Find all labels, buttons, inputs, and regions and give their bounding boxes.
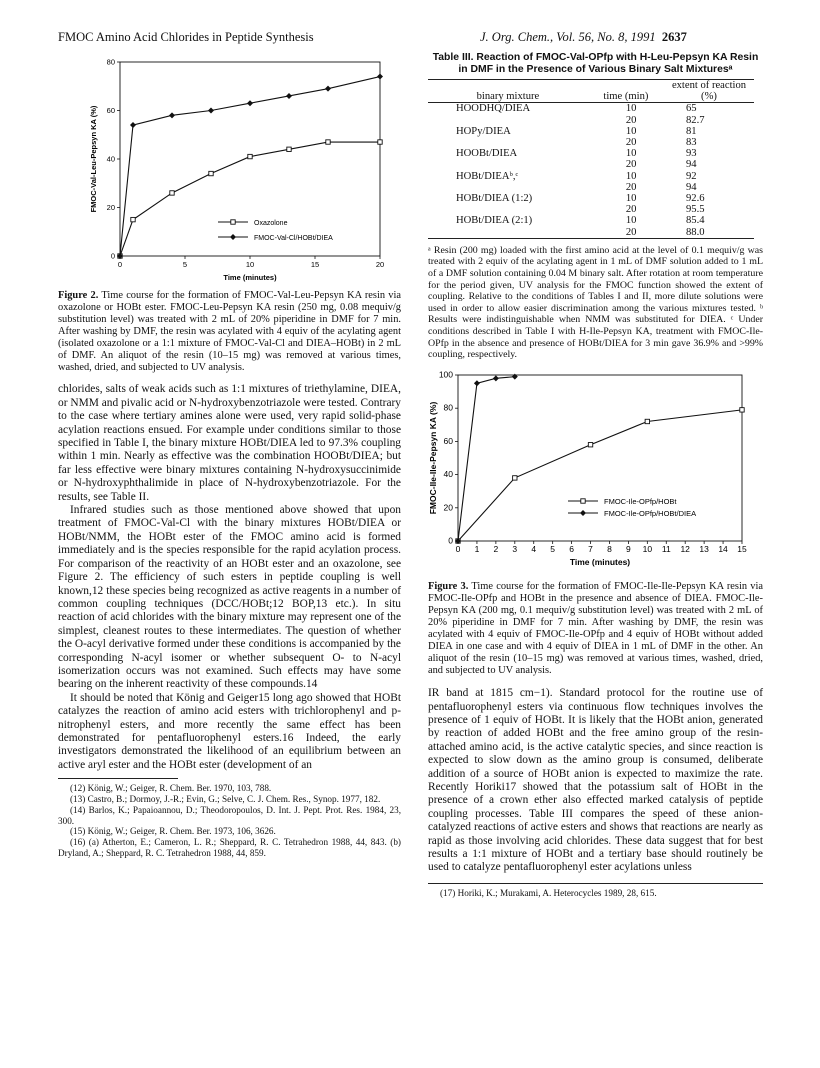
data-point bbox=[378, 140, 382, 144]
y-tick-label: 60 bbox=[106, 106, 115, 115]
table-cell-time: 10 bbox=[625, 193, 637, 205]
table-row bbox=[428, 171, 754, 182]
table-row bbox=[428, 137, 754, 148]
x-tick-label: 0 bbox=[455, 543, 461, 554]
footnote: (17) Horiki, K.; Murakami, A. Heterocycles 1989, 28, 615. bbox=[440, 887, 657, 898]
table-row bbox=[428, 204, 754, 215]
table-cell-mixture: HOODHQ/DIEA bbox=[456, 103, 531, 115]
table-row bbox=[428, 126, 754, 137]
table-cell-time: 20 bbox=[625, 181, 637, 193]
x-axis-label: Time (minutes) bbox=[569, 556, 631, 567]
y-tick-label: 0 bbox=[110, 251, 115, 261]
table-cell-extent: 82.7 bbox=[686, 114, 705, 126]
table-cell-extent: 92.6 bbox=[686, 193, 705, 205]
y-tick-label: 40 bbox=[106, 154, 115, 164]
x-tick-label: 5 bbox=[182, 260, 188, 269]
journal-name: J. Org. Chem., Vol. 56, No. 8, 1991 bbox=[480, 30, 656, 44]
legend-marker bbox=[581, 499, 585, 503]
x-tick-label: 15 bbox=[737, 543, 747, 554]
body-paragraph: chlorides, salts of weak acids such as 1:1 mixtures of triethylamine, DIEA, or NMM and pivalic acid or N-hydroxybenzotriazole were tested. Contrary to the case where tertiary amines alone were used, very rapid solid-phase acylation reactions ensued. For example under conditions similar to those specified in Table I, the binary mixture HOBt/DIEA led to 97.3% coupling within 1 min. Nearly as effective was the combination HOOBt/DIEA; but far less effective were binary mixtures containing N-hydroxysuccinimide or N-hydroxyphthalimide in place of N-hydroxybenzotriazole. For the results, see Table II. bbox=[58, 383, 401, 503]
x-tick-label: 1 bbox=[474, 543, 480, 554]
body-paragraph: Infrared studies such as those mentioned above showed that upon treatment of FMOC-Val-Cl with the binary mixtures HOBt/DIEA or HOBt/NMM, the HOBt ester of the FMOC amino acid is formed immediately and is the species responsible for the rapid acylation process. For comparison of the reactivity of an HOBt ester and an oxazolone, see Figure 2. The efficiency of such esters in peptide coupling is well known,12 these species being recognized as active reagents in a number of common coupling techniques (DCC/HOBt;12 BOP,13 etc.). In situ reaction of acid chlorides with the binary mixture may represent one of the simplest, cleanest routes to these intermediates. The question of whether the O-acyl derivative formed under these conditions is accompanied by the corresponding N-acyl isomer or whether subsequent O- to N-acyl isomerization occurs was not examined. Such effects may have some bearing on the inherent reactivity of these compounds.14 bbox=[58, 504, 401, 691]
y-tick-label: 40 bbox=[443, 468, 453, 479]
legend-marker bbox=[580, 510, 586, 516]
x-tick-label: 15 bbox=[310, 260, 320, 269]
x-tick-label: 3 bbox=[512, 543, 518, 554]
table-header-time: time (min) bbox=[603, 91, 649, 103]
x-tick-label: 10 bbox=[245, 260, 255, 269]
data-point bbox=[493, 375, 499, 381]
table-cell-mixture bbox=[428, 159, 588, 170]
y-tick-label: 80 bbox=[106, 57, 115, 67]
data-point bbox=[208, 108, 214, 114]
table-row bbox=[428, 182, 754, 193]
y-tick-label: 60 bbox=[443, 435, 453, 446]
y-axis-label: FMOC-Ile-Ile-Pepsyn KA (%) bbox=[428, 401, 438, 515]
table-cell-extent: 93 bbox=[686, 148, 697, 160]
table-cell-time: 10 bbox=[625, 170, 637, 182]
data-point bbox=[170, 191, 174, 195]
plot-frame bbox=[458, 375, 742, 541]
right-column bbox=[428, 52, 763, 899]
figure-3-caption-text: Time course for the formation of FMOC-Ile-Ile-Pepsyn KA resin via FMOC-Ile-OPfp and HOBt in the presence and absence of DIEA. FMOC-Ile-Pepsyn KA (200 mg, 0.1 mequiv/g substitution level) was treated with 2 mL of 20% piperidine in DMF for 7 min. After washing by DMF, the resin was acylated with 4 equiv of FMOC-Ile-OPfp and 4 equiv of HOBt without added DIEA in one case and with 4 equiv of DIEA in 1 mL of DMF in the other. An aliquot of the resin (10–15 mg) was removed at various times, washed, dried, and subjected to UV analysis. bbox=[428, 581, 763, 677]
series-line-1 bbox=[458, 376, 515, 540]
data-point bbox=[588, 442, 592, 446]
page-number: 2637 bbox=[661, 30, 687, 44]
table-cell-mixture bbox=[428, 137, 588, 148]
figure-2-caption-text: Time course for the formation of FMOC-Val-Leu-Pepsyn KA resin via oxazolone or HOBt ester. FMOC-Leu-Pepsyn KA resin (250 mg, 0.08 mequiv/g substitution level) was treated with 2 mL of 20% piperidine in DMF for 7 min. After washing by DMF, the resin was acylated with 4 equiv of the acylating agent (isolated oxazolone or a 1:1 mixture of FMOC-Val-Cl and DIEA–HOBt) in 2 mL of DMF. An aliquot of the resin (10–15 mg) was removed at various times, washed, dried, and subjected to UV analysis. bbox=[58, 290, 401, 374]
legend-marker bbox=[230, 234, 236, 240]
table-row bbox=[428, 215, 754, 226]
y-tick-label: 0 bbox=[448, 535, 453, 546]
x-tick-label: 8 bbox=[607, 543, 612, 554]
x-tick-label: 5 bbox=[550, 543, 556, 554]
table-cell-extent: 81 bbox=[686, 125, 697, 137]
table-header-extent: extent of reaction (%) bbox=[671, 80, 747, 103]
table-cell-mixture: HOBt/DIEA (2:1) bbox=[456, 215, 533, 227]
table-cell-mixture bbox=[428, 204, 588, 215]
series-line-0 bbox=[458, 410, 742, 541]
footnote-rule bbox=[58, 778, 178, 779]
table-cell-mixture: HOBt/DIEA (1:2) bbox=[456, 193, 533, 205]
data-point bbox=[377, 74, 383, 80]
data-point bbox=[169, 112, 175, 118]
table-cell-time: 20 bbox=[625, 226, 637, 238]
x-tick-label: 10 bbox=[642, 543, 653, 554]
legend-marker bbox=[231, 220, 235, 224]
table-3-title: Table III. Reaction of FMOC-Val-OPfp with H-Leu-Pepsyn KA Resin in DMF in the Presence of Various Binary Salt Mixturesᵃ bbox=[432, 52, 759, 75]
y-tick-label: 100 bbox=[438, 369, 453, 380]
x-axis-label: Time (minutes) bbox=[223, 273, 277, 282]
table-cell-time: 20 bbox=[625, 159, 637, 171]
figure-3-chart bbox=[428, 369, 763, 577]
table-row bbox=[428, 159, 754, 170]
data-point bbox=[326, 140, 330, 144]
footnote: (13) Castro, B.; Dormoy, J.-R.; Evin, G.; Selve, C. J. Chem. Res., Synop. 1977, 182. bbox=[70, 793, 381, 804]
footnote: (14) Barlos, K.; Papaioannou, D.; Theodoropoulos, D. Int. J. Pept. Prot. Res. 1984, 23, 300. bbox=[58, 804, 401, 826]
table-cell-extent: 83 bbox=[686, 137, 697, 149]
x-tick-label: 12 bbox=[680, 543, 690, 554]
figure-2-caption bbox=[58, 290, 401, 374]
table-cell-mixture bbox=[428, 115, 588, 126]
table-row bbox=[428, 103, 754, 115]
table-row bbox=[428, 148, 754, 159]
x-tick-label: 13 bbox=[699, 543, 709, 554]
y-tick-label: 80 bbox=[443, 402, 453, 413]
data-point bbox=[286, 93, 292, 99]
data-point bbox=[287, 147, 291, 151]
data-point bbox=[645, 419, 649, 423]
data-point bbox=[130, 122, 136, 128]
x-tick-label: 20 bbox=[375, 260, 385, 269]
x-tick-label: 9 bbox=[626, 543, 631, 554]
data-point bbox=[474, 380, 480, 386]
data-point bbox=[740, 407, 744, 411]
table-3 bbox=[428, 79, 754, 239]
footnote: (15) König, W.; Geiger, R. Chem. Ber. 1973, 106, 3626. bbox=[70, 826, 276, 837]
legend-label: FMOC-Ile-OPfp/HOBt bbox=[604, 496, 677, 506]
running-head: FMOC Amino Acid Chlorides in Peptide Synthesis bbox=[58, 30, 314, 44]
footnote-rule bbox=[428, 883, 763, 884]
table-cell-extent: 88.0 bbox=[686, 226, 705, 238]
table-cell-time: 10 bbox=[625, 103, 637, 115]
body-paragraph: IR band at 1815 cm−1). Standard protocol for the routine use of pentafluorophenyl esters via continuous flow techniques involves the presence of 1 equiv of HOBt. It is likely that the HOBt anion, generated by reaction of added HOBt and the free amino group of the resin-attached amino acid, is the active catalytic species, and since reaction is expected to slow down as the amino group is consumed, deliberate addition of a source of HOBt anion is expected to maximize the rate. Recently Horiki17 showed that the potassium salt of HOBt in the presence of a crown ether also effected marked catalysis of peptide coupling processes. Table III compares the speed of these anion-catalyzed reactions of active esters and shows that reactions are nearly as rapid as those involving acid chlorides. These data suggest that for best results a 1:1 mixture of HOBt and a tertiary base should routinely be used to catalyze pentafluorophenyl ester acylations unless bbox=[428, 687, 763, 874]
journal-citation bbox=[480, 30, 687, 45]
y-axis-label: FMOC-Val-Leu-Pepsyn KA (%) bbox=[89, 105, 98, 213]
data-point bbox=[325, 86, 331, 92]
data-point bbox=[513, 476, 517, 480]
figure-3-caption-label: Figure 3. bbox=[428, 581, 469, 593]
table-cell-time: 10 bbox=[625, 215, 637, 227]
figure-3-caption bbox=[428, 581, 763, 677]
left-column bbox=[58, 52, 401, 859]
table-cell-time: 20 bbox=[625, 137, 637, 149]
table-cell-extent: 92 bbox=[686, 170, 697, 182]
table-cell-mixture bbox=[428, 182, 588, 193]
x-tick-label: 7 bbox=[588, 543, 593, 554]
data-point bbox=[248, 154, 252, 158]
x-tick-label: 6 bbox=[569, 543, 574, 554]
legend-label: FMOC-Val-Cl/HOBt/DIEA bbox=[254, 235, 333, 242]
table-row bbox=[428, 193, 754, 204]
footnote: (12) König, W.; Geiger, R. Chem. Ber. 1970, 103, 788. bbox=[70, 783, 272, 794]
table-cell-time: 10 bbox=[625, 125, 637, 137]
legend-label: Oxazolone bbox=[254, 220, 288, 227]
table-cell-time: 20 bbox=[625, 114, 637, 126]
data-point bbox=[247, 100, 253, 106]
table-cell-mixture: HOOBt/DIEA bbox=[456, 148, 518, 160]
table-3-body bbox=[428, 103, 754, 238]
table-cell-time: 20 bbox=[625, 204, 637, 216]
figure-2-caption-label: Figure 2. bbox=[58, 290, 99, 302]
y-tick-label: 20 bbox=[106, 203, 115, 212]
legend-label: FMOC-Ile-OPfp/HOBt/DIEA bbox=[604, 508, 697, 518]
x-tick-label: 2 bbox=[493, 543, 499, 554]
table-row bbox=[428, 115, 754, 126]
table-cell-time: 10 bbox=[625, 148, 637, 160]
table-cell-extent: 94 bbox=[686, 159, 697, 171]
table-cell-mixture: HOPy/DIEA bbox=[456, 125, 511, 137]
data-point bbox=[131, 217, 135, 221]
table-cell-extent: 94 bbox=[686, 181, 697, 193]
table-cell-mixture bbox=[428, 227, 588, 239]
x-tick-label: 4 bbox=[531, 543, 537, 554]
x-tick-label: 11 bbox=[661, 543, 671, 554]
table-3-notes: ᵃ Resin (200 mg) loaded with the first amino acid at the level of 0.1 mequiv/g was treated with 2 equiv of the acylating agent in 1 mL of DMF solution added to 1 mL of a DMF solution containing 0.04 M binary salt. After rotation at room temperature for the period given, UV analysis for the FMOC function showed the extent of coupling. Relative to the conditions of Tables I and II, more dilute solutions were used in order to allow easier discrimination among the various mixtures tested. ᵇ Results were indistinguishable when NMM was substituted for DIEA. ᶜ Under conditions described in Table I with H-Ile-Pepsyn KA, treatment with FMOC-Ile-OPfp in the absence and presence of HOBt/DIEA for 3 min gave 36.9% and >99% coupling, respectively. bbox=[428, 244, 763, 361]
body-paragraph: It should be noted that König and Geiger15 long ago showed that HOBt catalyzes the reaction of amino acid esters with trichlorophenyl and p-nitrophenyl esters, and more recently the same effect has been demonstrated for pentafluorophenyl esters.16 Indeed, the early investigators demonstrated the likelihood of an equilibrium between an active aryl ester and the HOBt ester (development of an bbox=[58, 691, 401, 771]
y-tick-label: 20 bbox=[443, 502, 453, 513]
table-cell-extent: 85.4 bbox=[686, 215, 705, 227]
x-tick-label: 0 bbox=[117, 260, 123, 269]
figure-2-chart bbox=[58, 52, 401, 284]
data-point bbox=[209, 171, 213, 175]
table-header-mixture: binary mixture bbox=[476, 91, 540, 103]
table-cell-extent: 95.5 bbox=[686, 204, 705, 216]
table-cell-mixture: HOBt/DIEAᵇ,ᶜ bbox=[456, 170, 519, 182]
x-tick-label: 14 bbox=[718, 543, 728, 554]
footnote: (16) (a) Atherton, E.; Cameron, L. R.; Sheppard, R. C. Tetrahedron 1988, 44, 843. (b) Dryland, A.; Sheppard, R. C. Tetrahedron 1988, 44, 859. bbox=[58, 837, 401, 858]
table-cell-extent: 65 bbox=[686, 103, 697, 115]
table-row bbox=[428, 227, 754, 239]
